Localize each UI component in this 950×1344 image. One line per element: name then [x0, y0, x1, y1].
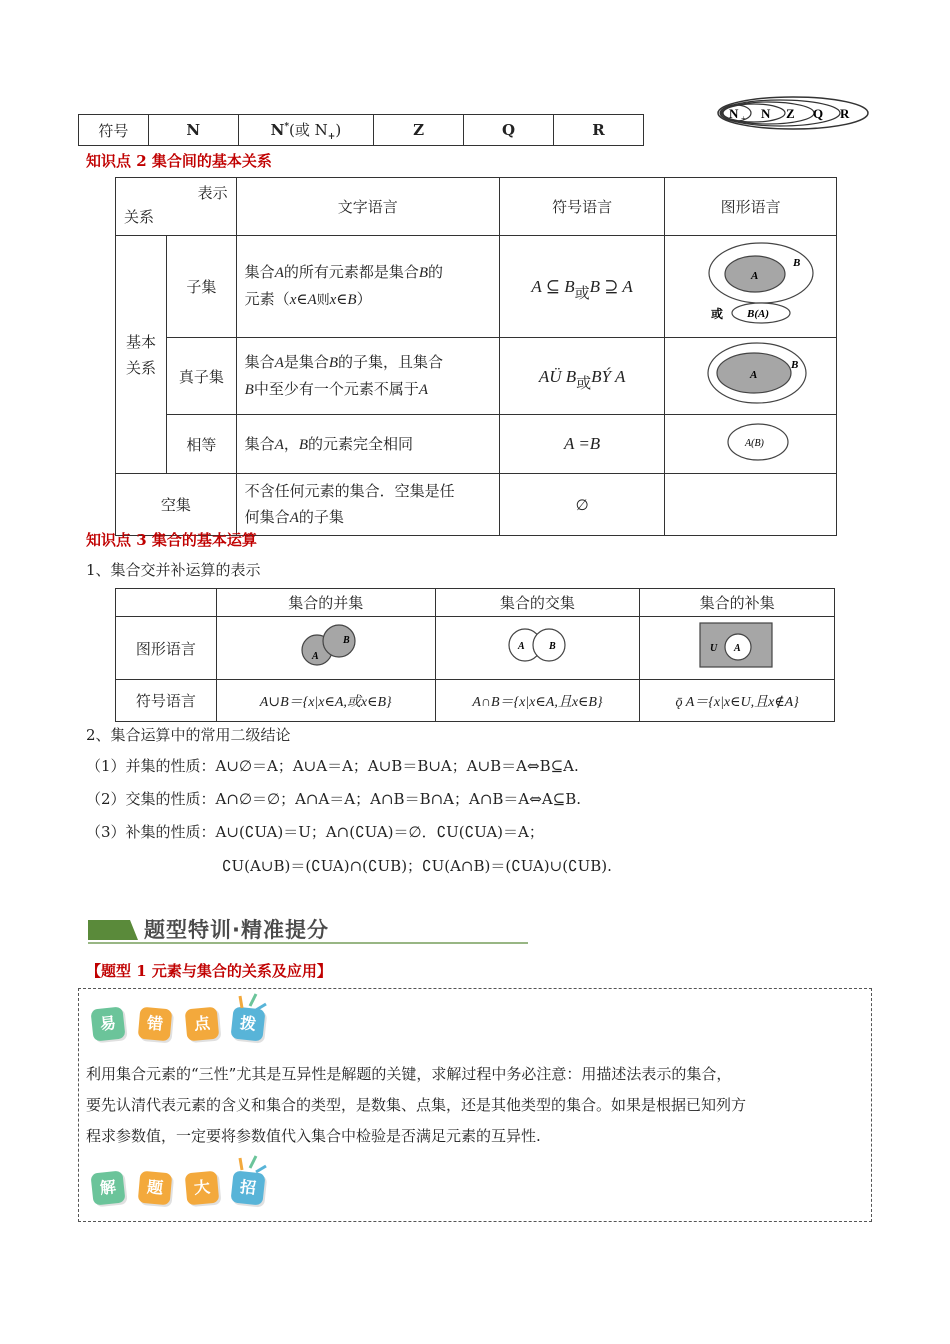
empty-name: 空集 — [116, 474, 237, 536]
tip-line-2: 要先认清代表元素的含义和集合的类型，是数集、点集，还是其他类型的集合。如果是根据已知列方 — [86, 1096, 747, 1114]
badge: 大 — [184, 1171, 219, 1206]
relation-table — [115, 177, 837, 536]
venn-label-B: B — [549, 641, 557, 652]
method-badges — [92, 1172, 264, 1204]
header-top: 表示 — [197, 184, 228, 202]
tip-badges — [92, 1008, 264, 1040]
sub2-title: 2、集合运算中的常用二级结论 — [86, 726, 291, 744]
logo-item: N — [761, 106, 771, 121]
spark-icon — [238, 990, 268, 1012]
badge: 拨 — [231, 1006, 266, 1041]
symbol-Q: Q — [464, 115, 554, 146]
venn-label-B: B — [790, 359, 798, 371]
tip-line-1: 利用集合元素的“三性”尤其是互异性是解题的关键，求解过程中务必注意：用描述法表示的集合， — [86, 1065, 732, 1083]
badge: 解 — [90, 1170, 125, 1205]
logo-item: N — [729, 106, 739, 121]
graphic-or: 或 — [710, 307, 723, 321]
section3-title: 知识点 3 集合的基本运算 — [86, 531, 257, 549]
venn-label-A: A — [311, 651, 319, 662]
logo-item: Z — [786, 106, 795, 121]
venn-label-A: A — [518, 641, 526, 652]
symbols-label: 符号 — [79, 115, 149, 146]
ops-symbol-label: 符号语言 — [116, 680, 217, 722]
venn-label-A: A — [734, 643, 741, 654]
type1-title: 【题型 1 元素与集合的关系及应用】 — [86, 962, 332, 980]
subset-name: 子集 — [166, 236, 236, 338]
ops-table — [115, 588, 835, 722]
logo-sub: + — [741, 114, 746, 123]
comp-graphic — [640, 617, 835, 680]
logo-item: Q — [813, 106, 824, 121]
proper-text: 集合A是集合B的子集，且集合 B中至少有一个元素不属于A — [236, 338, 499, 415]
venn-label-U: U — [710, 643, 718, 654]
symbols-table — [78, 114, 644, 146]
proper-name: 真子集 — [166, 338, 236, 415]
ops-corner — [116, 589, 217, 617]
proper-symbol: AÜ B或BÝ A — [499, 338, 664, 415]
property-comp: （3）补集的性质：A∪(∁UA)＝U；A∩(∁UA)＝∅．∁U(∁UA)＝A； — [86, 823, 544, 841]
empty-graphic — [665, 474, 837, 536]
union-symbol: A∪B＝{x|x∈A,或x∈B} — [216, 680, 435, 722]
venn-label-A: A — [750, 270, 758, 282]
header-bottom: 关系 — [124, 208, 155, 226]
property-comp-2: ∁U(A∪B)＝(∁UA)∩(∁UB)；∁U(A∩B)＝(∁UA)∪(∁UB). — [222, 857, 612, 875]
ops-header-comp: 集合的补集 — [640, 589, 835, 617]
number-sets-logo — [716, 95, 870, 131]
equal-graphic — [665, 415, 837, 474]
equal-symbol: A =B — [499, 415, 664, 474]
badge: 题 — [137, 1171, 172, 1206]
property-union: （1）并集的性质：A∪∅＝A；A∪A＝A；A∪B＝B∪A；A∪B＝A⇔B⊆A. — [86, 757, 579, 775]
tip-line-3: 程求参数值，一定要将参数值代入集合中检验是否满足元素的互异性. — [86, 1127, 541, 1145]
venn-label-BA: B(A) — [746, 308, 769, 320]
symbol-Z: Z — [374, 115, 464, 146]
empty-text: 不含任何元素的集合．空集是任 何集合A的子集 — [236, 474, 499, 536]
property-inter: （2）交集的性质：A∩∅＝∅；A∩A＝A；A∩B＝B∩A；A∩B＝A⇔A⊆B. — [86, 790, 582, 808]
basic-relation-label: 基本关系 — [116, 236, 167, 474]
section2-title: 知识点 2 集合间的基本关系 — [86, 152, 272, 170]
symbol-N: N — [148, 115, 238, 146]
ops-header-union: 集合的并集 — [216, 589, 435, 617]
venn-label-B: B — [792, 257, 800, 269]
subset-text: 集合A的所有元素都是集合B的 元素（x∈A则x∈B） — [236, 236, 499, 338]
venn-label-B: B — [342, 635, 350, 646]
empty-symbol: ∅ — [499, 474, 664, 536]
proper-graphic — [665, 338, 837, 415]
badge: 错 — [137, 1007, 172, 1042]
comp-symbol: ǭ A＝{x|x∈U,且x∉A} — [640, 680, 835, 722]
header-symbol: 符号语言 — [499, 178, 664, 236]
logo-item: R — [840, 106, 850, 121]
venn-label-A: A — [749, 369, 757, 381]
equal-text: 集合A，B的元素完全相同 — [236, 415, 499, 474]
inter-symbol: A∩B＝{x|x∈A,且x∈B} — [435, 680, 640, 722]
inter-graphic — [435, 617, 640, 680]
badge: 招 — [231, 1170, 266, 1205]
symbol-R: R — [554, 115, 644, 146]
subset-graphic — [665, 236, 837, 338]
ops-graphic-label: 图形语言 — [116, 617, 217, 680]
equal-name: 相等 — [166, 415, 236, 474]
header-diagonal — [116, 178, 237, 236]
symbol-N-star: N*(或 $N_+$) — [238, 115, 373, 146]
badge: 点 — [184, 1007, 219, 1042]
spark-icon — [238, 1152, 268, 1174]
header-text: 文字语言 — [236, 178, 499, 236]
badge: 易 — [90, 1006, 125, 1041]
union-graphic — [216, 617, 435, 680]
venn-label-AB: A(B) — [744, 438, 764, 449]
banner-title: 题型特训·精准提分 — [144, 918, 329, 942]
subset-symbol: A ⊆ B或B ⊇ A — [499, 236, 664, 338]
sub1-title: 1、集合交并补运算的表示 — [86, 561, 261, 579]
ops-header-inter: 集合的交集 — [435, 589, 640, 617]
header-graphic: 图形语言 — [665, 178, 837, 236]
